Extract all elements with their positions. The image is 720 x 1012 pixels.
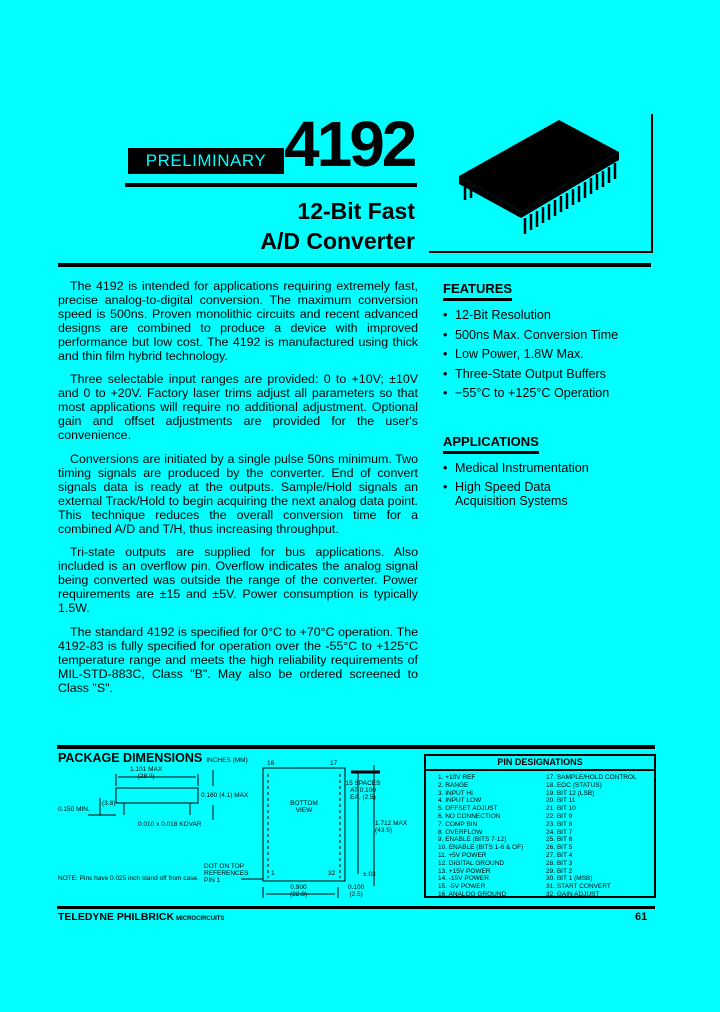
pin-row: 17. SAMPLE/HOLD CONTROL xyxy=(546,774,637,781)
lead-size-label: 0.010 x 0.018 KOVAR xyxy=(138,821,202,828)
length-label xyxy=(130,766,162,780)
pin-row: 5. OFFSET ADJUST xyxy=(438,805,498,813)
features-list xyxy=(443,309,658,401)
feature-item: • −55°C to +125°C Operation xyxy=(443,387,658,401)
product-title xyxy=(260,196,415,256)
pin-32-label: 32 xyxy=(328,870,336,877)
dot-reference-label: DOT ON TOP REFERENCES PIN 1 xyxy=(204,863,249,884)
description-paragraph-2: Three selectable input ranges are provided: 0 to +10V; ±10V and 0 to +20V. Factory laser trims adjust all parameters so that most applications will require no additional adjustment. Optional gain and offset adjustments are provided for the user's convenience. xyxy=(58,372,418,443)
description-paragraph-4: Tri-state outputs are supplied for bus applications. Also included is an overflow pin. Overflow indicates the analog signal being converted was outside the range of the converter. Power requirements are ±15 and ±5V. Power consumption is typically 1.5W. xyxy=(58,545,418,616)
pin-row: 10. ENABLE (BITS 1-6 & OF) xyxy=(438,844,524,852)
title-line-2: A/D Converter xyxy=(260,228,415,254)
pin-row: 22. BIT 9 xyxy=(546,812,573,820)
width-mm: (22.8) xyxy=(290,891,307,898)
pin-row: 20. BIT 11 xyxy=(546,797,576,805)
spaces-value: 15 SPACES AT 0.100 EA. xyxy=(345,780,381,801)
pin-row: 24. BIT 7 xyxy=(546,828,573,836)
length-mm: (28.0) xyxy=(137,773,155,780)
pin-row: 11. +5V POWER xyxy=(438,851,487,859)
tolerance-label: ±.03 xyxy=(363,871,376,878)
pin-row: 6. NO CONNECTION xyxy=(438,812,501,820)
pin-row: 15. -5V POWER xyxy=(438,883,486,891)
width-value: 0.900 xyxy=(290,884,307,891)
pin-16-label: 16 xyxy=(267,760,275,767)
pin-row: 4. INPUT LOW xyxy=(438,797,482,805)
pin-row: 28. BIT 3 xyxy=(546,859,573,867)
pin-row: 2. RANGE xyxy=(438,781,469,789)
pin-row: 27. BIT 4 xyxy=(546,851,573,859)
pin-column-left xyxy=(438,774,546,899)
package-note: NOTE: Pins have 0.025 inch stand off from case. xyxy=(58,875,199,882)
pin-row: 23. BIT 8 xyxy=(546,820,573,828)
height-label: 0.160 (4.1) MAX xyxy=(201,792,249,799)
preliminary-badge: PRELIMINARY xyxy=(128,148,284,174)
pin-17-label: 17 xyxy=(330,760,338,767)
total-length-value: 1.712 MAX xyxy=(375,820,408,827)
description-column xyxy=(58,280,418,705)
width-label xyxy=(290,884,307,898)
pin-row: 31. START CONVERT xyxy=(546,883,611,891)
pin-row: 12. DIGITAL GROUND xyxy=(438,859,505,867)
pin-row: 3. INPUT HI xyxy=(438,789,473,797)
lead-min-mm: (3.8) xyxy=(102,800,116,807)
pin-row: 29. BIT 2 xyxy=(546,867,573,875)
feature-item: • 12-Bit Resolution xyxy=(443,309,658,323)
pin-row: 30. BIT 1 (MSB) xyxy=(546,875,593,883)
footer-rule xyxy=(57,906,655,909)
section-rule xyxy=(58,263,651,267)
brand-subtitle: MICROCIRCUITS xyxy=(176,916,225,922)
pin-table-heading: PIN DESIGNATIONS xyxy=(426,756,654,771)
application-item: • High Speed Data Acquisition Systems xyxy=(443,481,575,508)
description-paragraph-5: The standard 4192 is specified for 0°C to +70°C operation. The 4192-83 is fully specified for operation over the -55°C to +125°C temperature range and meets the high reliability requirements of MIL-STD-883C, Class "B". May also be ordered screened to Class "S". xyxy=(58,624,418,695)
feature-item: • Three-State Output Buffers xyxy=(443,368,658,382)
pin-row: 19. BIT 12 (LSB) xyxy=(546,789,595,797)
brand-name: TELEDYNE PHILBRICK xyxy=(58,911,175,923)
pin-row: 26. BIT 5 xyxy=(546,844,573,852)
pin-1-label: 1 xyxy=(271,870,275,877)
pin-row: 1. +10V REF xyxy=(438,774,476,781)
pin-row: 25. BIT 6 xyxy=(546,836,573,844)
features-heading: FEATURES xyxy=(443,281,512,301)
footer-brand xyxy=(58,911,224,923)
title-line-1: 12-Bit Fast xyxy=(297,198,415,224)
package-diagram xyxy=(58,760,423,900)
dip-package-icon xyxy=(429,114,651,251)
pin-column-right xyxy=(546,774,654,899)
chip-illustration-frame xyxy=(429,114,653,253)
feature-item: • Low Power, 1.8W Max. xyxy=(443,348,658,362)
pin-row: 13. +15V POWER xyxy=(438,867,491,875)
spaces-mm: (2.5) xyxy=(362,794,376,801)
package-heading-text: PACKAGE DIMENSIONS xyxy=(58,751,203,765)
pitch-label xyxy=(348,884,364,898)
total-length-label xyxy=(375,820,407,834)
page-number: 61 xyxy=(635,911,648,923)
title-rule xyxy=(125,183,417,187)
description-paragraph-1: The 4192 is intended for applications requiring extremely fast, precise analog-to-digital conversion. The maximum conversion speed is 500ns. Proven monolithic circuits and recent advanced designs are combined to produce a device with improved performance but low cost. The 4192 is manufactured using thick and thin film hybrid technology. xyxy=(58,279,418,363)
pin-row: 16. ANALOG GROUND xyxy=(438,890,507,898)
spaces-label xyxy=(345,780,381,801)
pin-row: 8. OVERFLOW xyxy=(438,828,483,836)
pin-row: 18. EOC (STATUS) xyxy=(546,781,602,789)
lead-min-label: 0.150 MIN. xyxy=(58,806,90,813)
applications-list xyxy=(443,462,658,509)
application-item: • Medical Instrumentation xyxy=(443,462,658,476)
feature-item: • 500ns Max. Conversion Time xyxy=(443,329,658,343)
pitch-mm: (2.5) xyxy=(349,891,363,898)
description-paragraph-3: Conversions are initiated by a single pulse 50ns minimum. Two timing signals are produced by the converter. End of convert signals data is ready at the outputs. Sample/Hold signals an external Track/Hold to begin acquiring the next analog data point. This technique reduces the overall conversion time for a combined A/D and T/H, thus increasing throughput. xyxy=(58,451,418,536)
total-length-mm: (43.5) xyxy=(375,827,392,834)
pin-row: 9. ENABLE (BITS 7-12) xyxy=(438,836,507,844)
pin-row: 7. COMP BIN xyxy=(438,820,478,828)
pin-row: 21. BIT 10 xyxy=(546,805,576,813)
length-value: 1.101 MAX xyxy=(130,766,163,773)
pin-row: 32. GAIN ADJUST xyxy=(546,890,600,898)
part-number: 4192 xyxy=(284,108,415,180)
pin-row: 14. -15V POWER xyxy=(438,875,489,883)
bottom-view-label: BOTTOM VIEW xyxy=(290,800,318,814)
sidebar xyxy=(443,280,658,514)
pin-designations-table xyxy=(424,754,656,898)
pitch-value: 0.100 xyxy=(348,884,365,891)
package-rule xyxy=(57,745,655,749)
applications-heading: APPLICATIONS xyxy=(443,434,539,454)
package-units: INCHES (MM) xyxy=(206,757,248,764)
